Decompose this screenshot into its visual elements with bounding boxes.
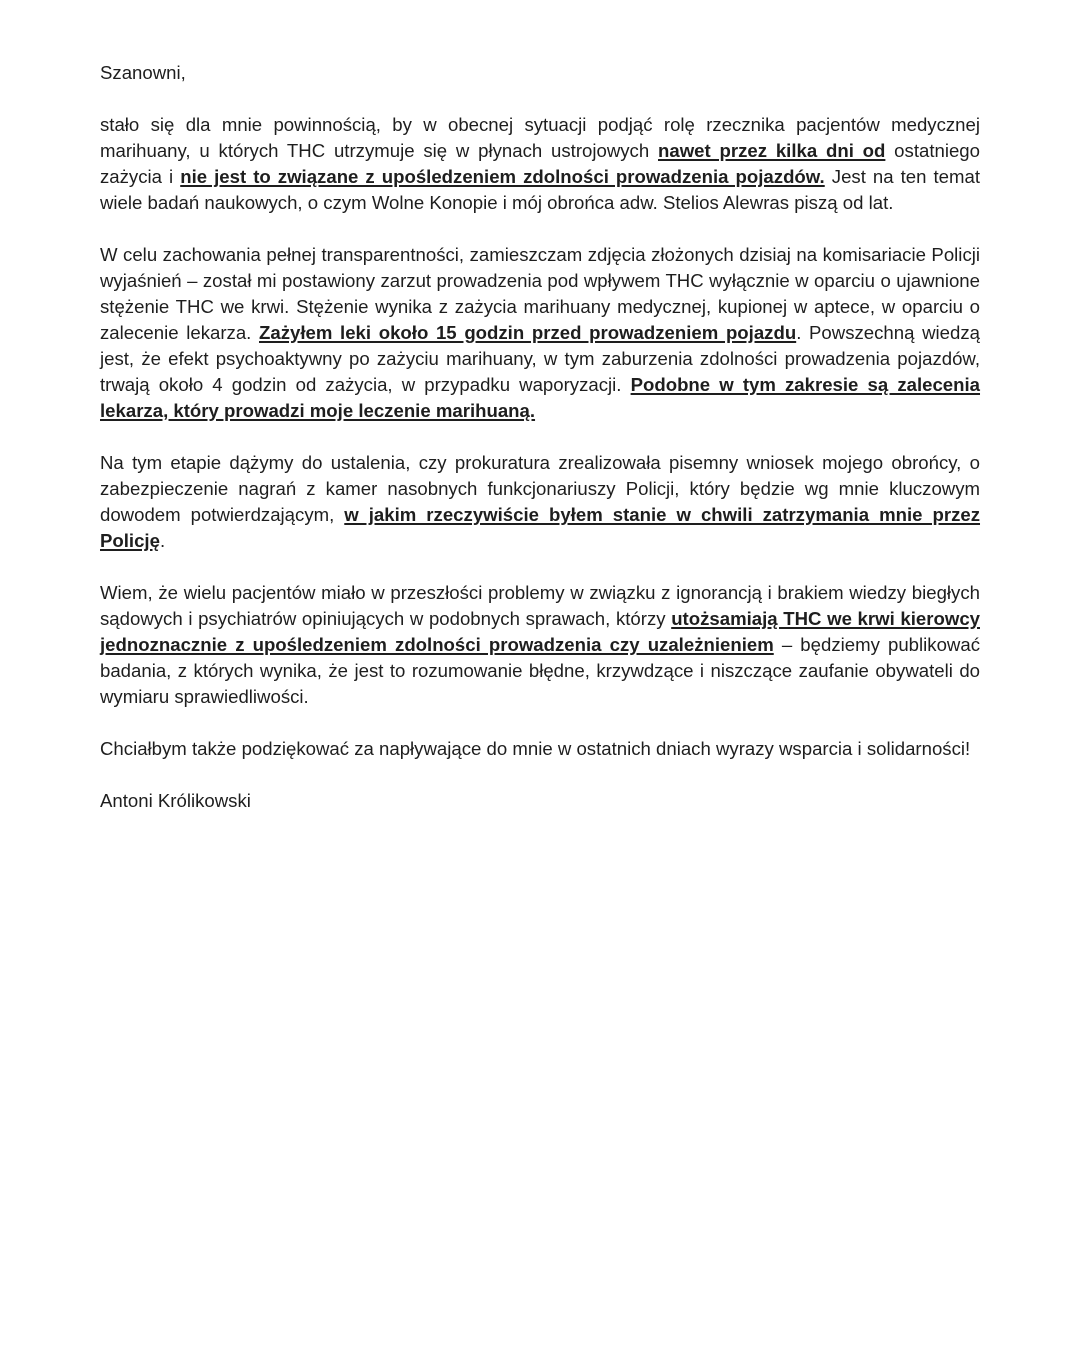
paragraph-text: ostatniego zażycia i: [100, 140, 980, 187]
emphasized-text: utożsamiają THC we krwi kierowcy jednoznacznie z upośledzeniem zdolności prowadzenia czy uzależnieniem: [100, 608, 980, 655]
paragraph-5: [100, 736, 980, 762]
paragraph-text: stało się dla mnie powinnością, by w obecnej sytuacji podjąć rolę rzecznika pacjentów medycznej marihuany, u których THC utrzymuje się w płynach ustrojowych: [100, 114, 980, 161]
paragraph-text: .: [159, 530, 166, 551]
emphasized-text: nie jest to związane z upośledzeniem zdolności prowadzenia pojazdów.: [180, 166, 825, 187]
paragraph-1: [100, 112, 980, 216]
paragraph-4: [100, 580, 980, 710]
letter: [100, 60, 980, 814]
emphasized-text: w jakim rzeczywiście byłem stanie w chwili zatrzymania mnie przez Policję: [100, 504, 981, 551]
paragraph-3: [100, 450, 980, 554]
paragraph-text: W celu zachowania pełnej transparentności, zamieszczam zdjęcia złożonych dzisiaj na komisariacie Policji wyjaśnień – został mi postawiony zarzut prowadzenia pod wpływem THC wyłącznie w oparciu o ujawnione stężenie THC we krwi. Stężenie wynika z zażycia marihuany medycznej, kupionej w aptece, w oparciu o zalecenie lekarza.: [100, 244, 980, 343]
emphasized-text: Zażyłem leki około 15 godzin przed prowadzeniem pojazdu: [259, 322, 797, 343]
letter-greeting: Szanowni,: [100, 62, 186, 83]
paragraph-2: [100, 242, 980, 424]
letter-signature: Antoni Królikowski: [100, 790, 251, 811]
emphasized-text: Podobne w tym zakresie są zalecenia lekarza, który prowadzi moje leczenie marihuaną.: [100, 374, 981, 421]
paragraph-text: – będziemy publikować badania, z których wynika, że jest to rozumowanie błędne, krzywdzące i niszczące zaufanie obywateli do wymiaru sprawiedliwości.: [100, 634, 980, 707]
paragraph-text: Wiem, że wielu pacjentów miało w przeszłości problemy w związku z ignorancją i brakiem wiedzy biegłych sądowych i psychiatrów opiniujących w podobnych sprawach, którzy: [100, 582, 980, 629]
paragraph-text: . Powszechną wiedzą jest, że efekt psychoaktywny po zażyciu marihuany, w tym zaburzenia zdolności prowadzenia pojazdów, trwają około 4 godzin od zażycia, w przypadku waporyzacji.: [100, 322, 980, 395]
paragraph-text: Chciałbym także podziękować za napływające do mnie w ostatnich dniach wyrazy wsparcia i solidarności!: [100, 738, 971, 759]
emphasized-text: nawet przez kilka dni od: [658, 140, 886, 161]
paragraph-text: Na tym etapie dążymy do ustalenia, czy prokuratura zrealizowała pisemny wniosek mojego obrońcy, o zabezpieczenie nagrań z kamer nasobnych funkcjonariuszy Policji, który będzie wg mnie kluczowym dowodem potwierdzającym,: [100, 452, 980, 525]
paragraph-text: Jest na ten temat wiele badań naukowych, o czym Wolne Konopie i mój obrońca adw. Stelios Alewras piszą od lat.: [100, 166, 981, 213]
